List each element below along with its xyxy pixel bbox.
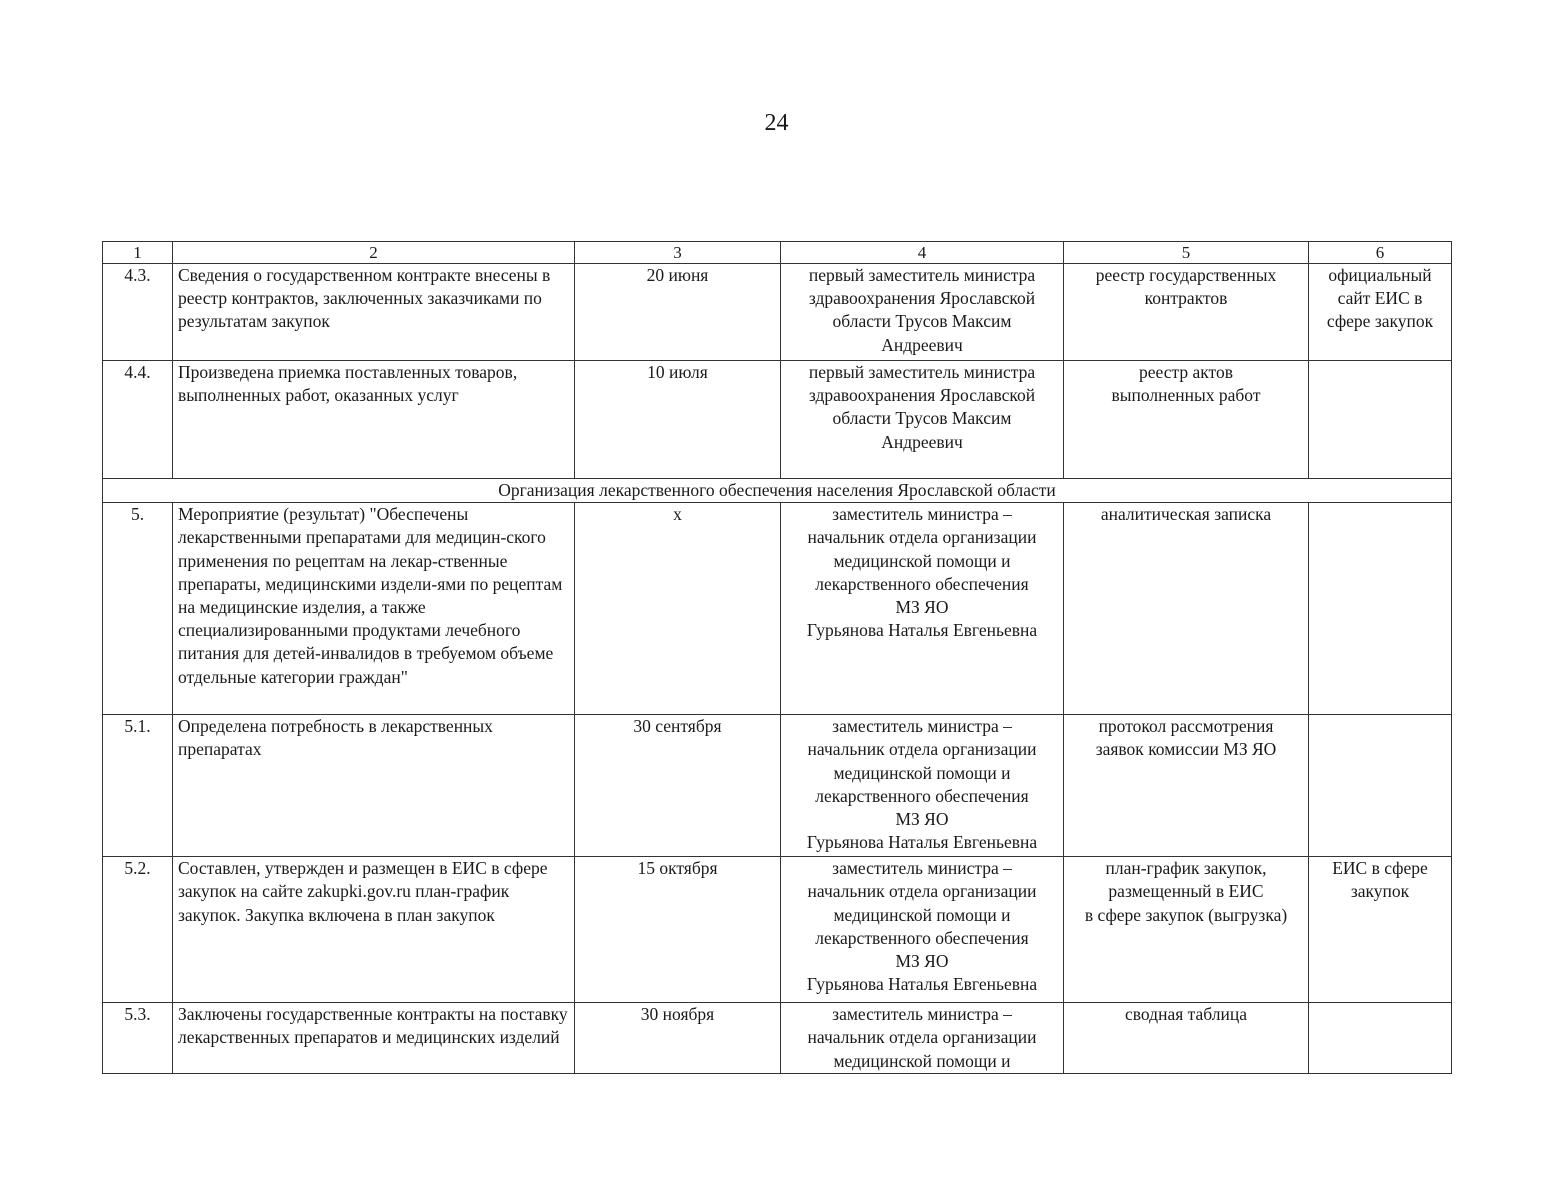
table-row xyxy=(103,715,1452,857)
information-system-line: сфере закупок xyxy=(1326,311,1434,332)
column-number: 6 xyxy=(1309,242,1452,264)
confirming-document xyxy=(1064,361,1309,479)
responsible-person-line: лекарственного обеспечения xyxy=(815,785,1029,806)
section-row xyxy=(103,479,1452,503)
deadline: 30 ноября xyxy=(575,1003,781,1074)
confirming-document-line: реестр актов xyxy=(1139,362,1233,382)
deadline: 20 июня xyxy=(575,264,781,361)
responsible-person xyxy=(781,264,1064,361)
responsible-person-line: Гурьянова Наталья Евгеньевна xyxy=(806,832,1038,853)
table-row xyxy=(103,361,1452,479)
responsible-person xyxy=(781,1003,1064,1074)
section-title: Организация лекарственного обеспечения населения Ярославской области xyxy=(103,479,1452,503)
responsible-person xyxy=(781,361,1064,479)
column-number: 4 xyxy=(781,242,1064,264)
row-number: 5.3. xyxy=(103,1003,173,1074)
responsible-person-line: медицинской помощи и xyxy=(833,1050,1011,1071)
table-row xyxy=(103,503,1452,715)
responsible-person-line: медицинской помощи и xyxy=(833,904,1011,925)
event-description: Составлен, утвержден и размещен в ЕИС в сфере закупок на сайте zakupki.gov.ru план-график закупок. Закупка включена в план закупок xyxy=(173,857,575,1003)
responsible-person-line: Андреевич xyxy=(881,431,963,452)
column-number: 5 xyxy=(1064,242,1309,264)
confirming-document xyxy=(1064,715,1309,857)
responsible-person-line: здравоохранения Ярославской xyxy=(808,288,1036,309)
column-number: 2 xyxy=(173,242,575,264)
deadline: 10 июля xyxy=(575,361,781,479)
column-number: 1 xyxy=(103,242,173,264)
confirming-document-line: контрактов xyxy=(1144,288,1228,309)
row-number: 5.1. xyxy=(103,715,173,857)
responsible-person-line: заместитель министра – xyxy=(832,858,1012,879)
confirming-document-line: выполненных работ xyxy=(1111,385,1261,406)
responsible-person-line: Гурьянова Наталья Евгеньевна xyxy=(806,620,1038,641)
confirming-document-line: в сфере закупок (выгрузка) xyxy=(1084,904,1288,925)
responsible-person-line: МЗ ЯО xyxy=(895,597,949,618)
confirming-document xyxy=(1064,264,1309,361)
responsible-person-line: области Трусов Максим xyxy=(832,408,1012,429)
confirming-document-line: сводная таблица xyxy=(1125,1004,1247,1025)
row-number: 4.4. xyxy=(103,361,173,479)
information-system xyxy=(1309,361,1452,479)
responsible-person-line: Гурьянова Наталья Евгеньевна xyxy=(806,974,1038,995)
table-row xyxy=(103,1003,1452,1074)
responsible-person-line: начальник отдела организации xyxy=(807,1027,1037,1048)
responsible-person-line: начальник отдела организации xyxy=(807,739,1037,760)
deadline: 30 сентября xyxy=(575,715,781,857)
information-system-line: закупок xyxy=(1350,881,1410,902)
responsible-person-line: МЗ ЯО xyxy=(895,951,949,972)
responsible-person-line: заместитель министра – xyxy=(832,504,1012,525)
responsible-person-line: лекарственного обеспечения xyxy=(815,573,1029,594)
confirming-document xyxy=(1064,1003,1309,1074)
deadline: х xyxy=(575,503,781,715)
confirming-document-line: аналитическая записка xyxy=(1100,504,1272,525)
responsible-person-line: области Трусов Максим xyxy=(832,311,1012,332)
responsible-person xyxy=(781,857,1064,1003)
information-system xyxy=(1309,715,1452,857)
confirming-document-line: реестр государственных xyxy=(1095,265,1277,285)
page-number: 24 xyxy=(764,110,789,136)
information-system xyxy=(1309,264,1452,361)
confirming-document xyxy=(1064,503,1309,715)
plan-table xyxy=(102,241,1452,1074)
column-number-row xyxy=(103,242,1452,264)
row-number: 5.2. xyxy=(103,857,173,1003)
confirming-document-line: план-график закупок, xyxy=(1105,858,1267,879)
responsible-person-line: первый заместитель министра xyxy=(808,362,1036,382)
responsible-person-line: первый заместитель министра xyxy=(808,265,1036,285)
plan-table-body xyxy=(103,242,1452,1074)
responsible-person-line: начальник отдела организации xyxy=(807,527,1037,548)
row-number: 4.3. xyxy=(103,264,173,361)
confirming-document xyxy=(1064,857,1309,1003)
deadline: 15 октября xyxy=(575,857,781,1003)
table-row xyxy=(103,264,1452,361)
responsible-person-line: здравоохранения Ярославской xyxy=(808,385,1036,406)
confirming-document-line: размещенный в ЕИС xyxy=(1108,881,1264,902)
event-description: Заключены государственные контракты на поставку лекарственных препаратов и медицинских изделий xyxy=(173,1003,575,1074)
event-description: Определена потребность в лекарственных препаратах xyxy=(173,715,575,857)
responsible-person-line: Андреевич xyxy=(881,334,963,355)
responsible-person-line: начальник отдела организации xyxy=(807,881,1037,902)
responsible-person xyxy=(781,503,1064,715)
responsible-person-line: медицинской помощи и xyxy=(833,550,1011,571)
information-system xyxy=(1309,503,1452,715)
event-description: Произведена приемка поставленных товаров, выполненных работ, оказанных услуг xyxy=(173,361,575,479)
responsible-person xyxy=(781,715,1064,857)
event-description: Мероприятие (результат) "Обеспечены лекарственными препаратами для медицин-ского применения по рецептам на лекар-ственные препараты, медицинскими издели-ями по рецептам на медицинские изделия, а также специализированными продуктами лечебного питания для детей-инвалидов в требуемом объеме отдельные категории граждан" xyxy=(173,503,575,715)
column-number: 3 xyxy=(575,242,781,264)
event-description: Сведения о государственном контракте внесены в реестр контрактов, заключенных заказчиками по результатам закупок xyxy=(173,264,575,361)
information-system xyxy=(1309,857,1452,1003)
information-system-line: официальный xyxy=(1328,265,1432,285)
responsible-person-line: МЗ ЯО xyxy=(895,809,949,830)
responsible-person-line: медицинской помощи и xyxy=(833,762,1011,783)
responsible-person-line: лекарственного обеспечения xyxy=(815,927,1029,948)
responsible-person-line: заместитель министра – xyxy=(832,1004,1012,1025)
information-system xyxy=(1309,1003,1452,1074)
information-system-line: ЕИС в сфере xyxy=(1332,858,1428,879)
confirming-document-line: протокол рассмотрения xyxy=(1098,716,1274,737)
responsible-person-line: заместитель министра – xyxy=(832,716,1012,737)
confirming-document-line: заявок комиссии МЗ ЯО xyxy=(1095,739,1277,760)
information-system-line: сайт ЕИС в xyxy=(1337,288,1423,309)
row-number: 5. xyxy=(103,503,173,715)
table-row xyxy=(103,857,1452,1003)
